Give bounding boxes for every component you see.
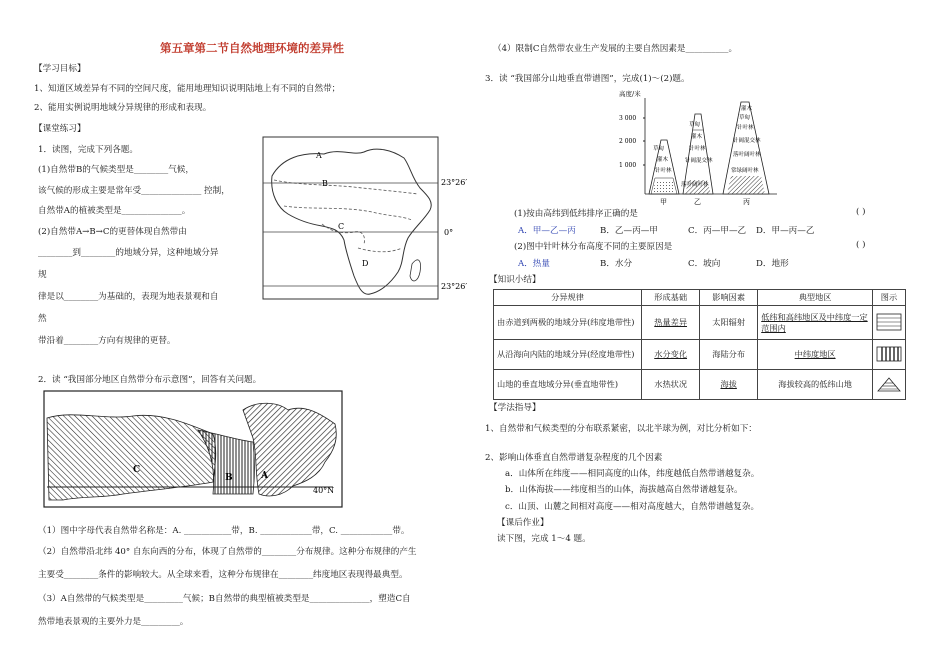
goal-1: 1、知道区域差异有不同的空间尺度，能用地理知识说明陆地上有不同的自然带； [34, 84, 341, 94]
jia-zone-1: 草甸 [653, 146, 665, 152]
cell-diagram [873, 370, 906, 400]
cell-region: 低纬和高纬地区及中纬度一定范围内 [758, 306, 873, 340]
q3-1-option-a: A．甲—乙—丙 [518, 226, 576, 236]
question-2-2b: 主要受________条件的影响较大。从全球来看，这种分布规律在________纬度地区表现得最典型。 [38, 570, 408, 580]
yi-zone-4: 针阔混交林 [685, 158, 713, 164]
yi-zone-1: 草甸 [689, 122, 701, 128]
africa-lat-top: 23°26′ [441, 178, 468, 187]
cell-basis: 热量差异 [642, 306, 700, 340]
cell-factor: 海陆分布 [700, 340, 758, 370]
section-practice-heading: 【课堂练习】 [34, 124, 86, 134]
africa-label-a: A [316, 151, 322, 160]
cell-rule: 由赤道到两极的地域分异(纬度地带性) [494, 306, 642, 340]
th-region: 典型地区 [758, 290, 873, 306]
chart-y-tick-3000: 3 000 [619, 115, 637, 122]
q3-2-option-a: A．热量 [518, 259, 550, 269]
q3-2-option-d: D．地形 [756, 259, 789, 269]
africa-lat-bottom: 23°26′ [441, 282, 468, 291]
question-1-2d: 律是以________为基础的，表现为地表景观和自 [38, 292, 219, 302]
q3-2-option-b: B．水分 [600, 259, 633, 269]
table-row [494, 370, 906, 400]
method-2c: c．山顶、山麓之间相对高度——相对高度越大，自然带谱越复杂。 [505, 502, 760, 512]
cell-factor: 太阳辐射 [700, 306, 758, 340]
china-lat-40n: 40°N [313, 486, 335, 495]
longitudinal-zone-diagram-icon [876, 346, 902, 362]
method-2a: a．山体所在纬度——相同高度的山体，纬度越低自然带谱越复杂。 [505, 469, 760, 479]
latitudinal-zone-diagram-icon [876, 313, 902, 331]
yi-zone-3: 针叶林 [689, 146, 706, 152]
question-3-1: (1)按由高纬到低纬排序正确的是 [514, 209, 638, 219]
question-2-3b: 然带地表景观的主要外力是_________。 [38, 617, 189, 627]
cell-basis: 水分变化 [642, 340, 700, 370]
bing-zone-1: 灌木 [741, 106, 753, 112]
bing-zone-2: 草甸 [739, 115, 751, 121]
africa-lat-equator: 0° [444, 228, 454, 237]
question-3-intro: 3．读 “我国部分山地垂直带谱图”，完成(1)～(2)题。 [485, 74, 690, 84]
q3-1-option-d: D．甲—丙—乙 [756, 226, 815, 236]
question-1-1a: (1)自然带B的气候类型是________气候， [38, 165, 194, 175]
section-method-heading: 【学法指导】 [489, 403, 541, 413]
yi-zone-5: 落叶阔叶林 [681, 182, 709, 188]
bing-zone-5: 落叶阔叶林 [733, 152, 761, 158]
bing-zone-6: 常绿阔叶林 [731, 168, 759, 174]
question-1-1b: 该气候的形成主要是常年受______________ 控制， [38, 186, 230, 196]
question-2-intro: 2．读 “我国部分地区自然带分布示意图”，回答有关问题。 [38, 375, 262, 385]
question-1-intro: 1．读图，完成下列各题。 [38, 145, 138, 155]
china-label-b: B [225, 473, 233, 483]
chart-y-title: 高度/米 [619, 90, 641, 98]
question-1-2e: 然 [38, 314, 47, 324]
bing-zone-4: 针阔混交林 [733, 138, 761, 144]
china-label-c: C [133, 465, 141, 475]
table-row [494, 340, 906, 370]
chart-y-tick-2000: 2 000 [619, 138, 637, 145]
question-1-2a: (2)自然带A→B→C的更替体现自然带由 [38, 227, 187, 237]
goal-2: 2、能用实例说明地域分异规律的形成和表现。 [34, 103, 212, 113]
bing-zone-3: 针叶林 [737, 125, 754, 131]
mountain-yi: 乙 [694, 198, 701, 206]
cell-basis: 水热状况 [642, 370, 700, 400]
cell-diagram [873, 340, 906, 370]
q3-1-option-c: C．丙—甲—乙 [688, 226, 747, 236]
africa-label-b: B [322, 179, 328, 188]
method-2: 2、影响山体垂直自然带谱复杂程度的几个因素 [485, 453, 663, 463]
q3-2-option-c: C．坡向 [688, 259, 721, 269]
cell-diagram [873, 306, 906, 340]
th-rule: 分异规律 [494, 290, 642, 306]
question-1-4: （4）限制C自然带农业生产发展的主要自然因素是__________。 [493, 44, 738, 54]
method-2b: b．山体海拔——纬度相当的山体，海拔越高自然带谱越复杂。 [505, 485, 743, 495]
table-header-row [494, 290, 906, 306]
homework-instruction: 读下图，完成 1～4 题。 [497, 534, 591, 544]
cell-region: 海拔较高的低纬山地 [758, 370, 873, 400]
mountain-bing: 丙 [743, 198, 750, 206]
cell-factor: 海拔 [700, 370, 758, 400]
th-basis: 形成基础 [642, 290, 700, 306]
summary-table [493, 289, 906, 400]
question-1-2b: ________到________的地域分异，这种地域分异 [38, 248, 219, 258]
page-title: 第五章第二节自然地理环境的差异性 [160, 41, 344, 55]
table-row [494, 306, 906, 340]
question-1-2c: 规 [38, 270, 47, 280]
africa-label-d: D [362, 259, 369, 268]
question-2-3a: （3）A自然带的气候类型是_________气候；B自然带的典型植被类型是______________，塑造C自 [38, 594, 411, 604]
question-3-1-answer-paren: ( ) [856, 207, 866, 217]
question-3-2: (2)图中针叶林分布高度不同的主要原因是 [514, 242, 673, 252]
africa-label-c: C [338, 222, 345, 231]
question-1-1c: 自然带A的植被类型是______________。 [38, 206, 191, 216]
jia-zone-2: 灌木 [657, 157, 669, 163]
vertical-zone-diagram-icon [876, 376, 902, 392]
cell-rule: 山地的垂直地域分异(垂直地带性) [494, 370, 642, 400]
cell-rule: 从沿海向内陆的地域分异(经度地带性) [494, 340, 642, 370]
question-3-2-answer-paren: ( ) [856, 240, 866, 250]
jia-zone-3: 针叶林 [655, 168, 672, 174]
section-summary-heading: 【知识小结】 [489, 275, 541, 285]
china-label-a: A [261, 471, 268, 481]
section-homework-heading: 【课后作业】 [497, 518, 549, 528]
section-goals-heading: 【学习目标】 [34, 64, 86, 74]
mountain-vertical-zone-chart [617, 88, 782, 208]
th-factor: 影响因素 [700, 290, 758, 306]
th-diagram: 图示 [873, 290, 906, 306]
africa-natural-zone-map [262, 136, 472, 300]
china-natural-zone-map [43, 390, 343, 508]
mountain-jia: 甲 [660, 198, 667, 206]
question-2-2a: （2）自然带沿北纬 40° 自东向西的分布，体现了自然带的________分布规律。这种分布规律的产生 [38, 547, 417, 557]
method-1: 1、自然带和气候类型的分布联系紧密，以北半球为例，对比分析如下： [485, 424, 757, 434]
chart-y-tick-1000: 1 000 [619, 162, 637, 169]
yi-zone-2: 灌木 [691, 134, 703, 140]
question-1-2f: 带沿着________方向有规律的更替。 [38, 336, 176, 346]
question-2-1: （1）图中字母代表自然带名称是：A. ___________带，B. ____________带，C. ____________带。 [38, 526, 410, 536]
q3-1-option-b: B．乙—丙—甲 [600, 226, 658, 236]
cell-region: 中纬度地区 [758, 340, 873, 370]
